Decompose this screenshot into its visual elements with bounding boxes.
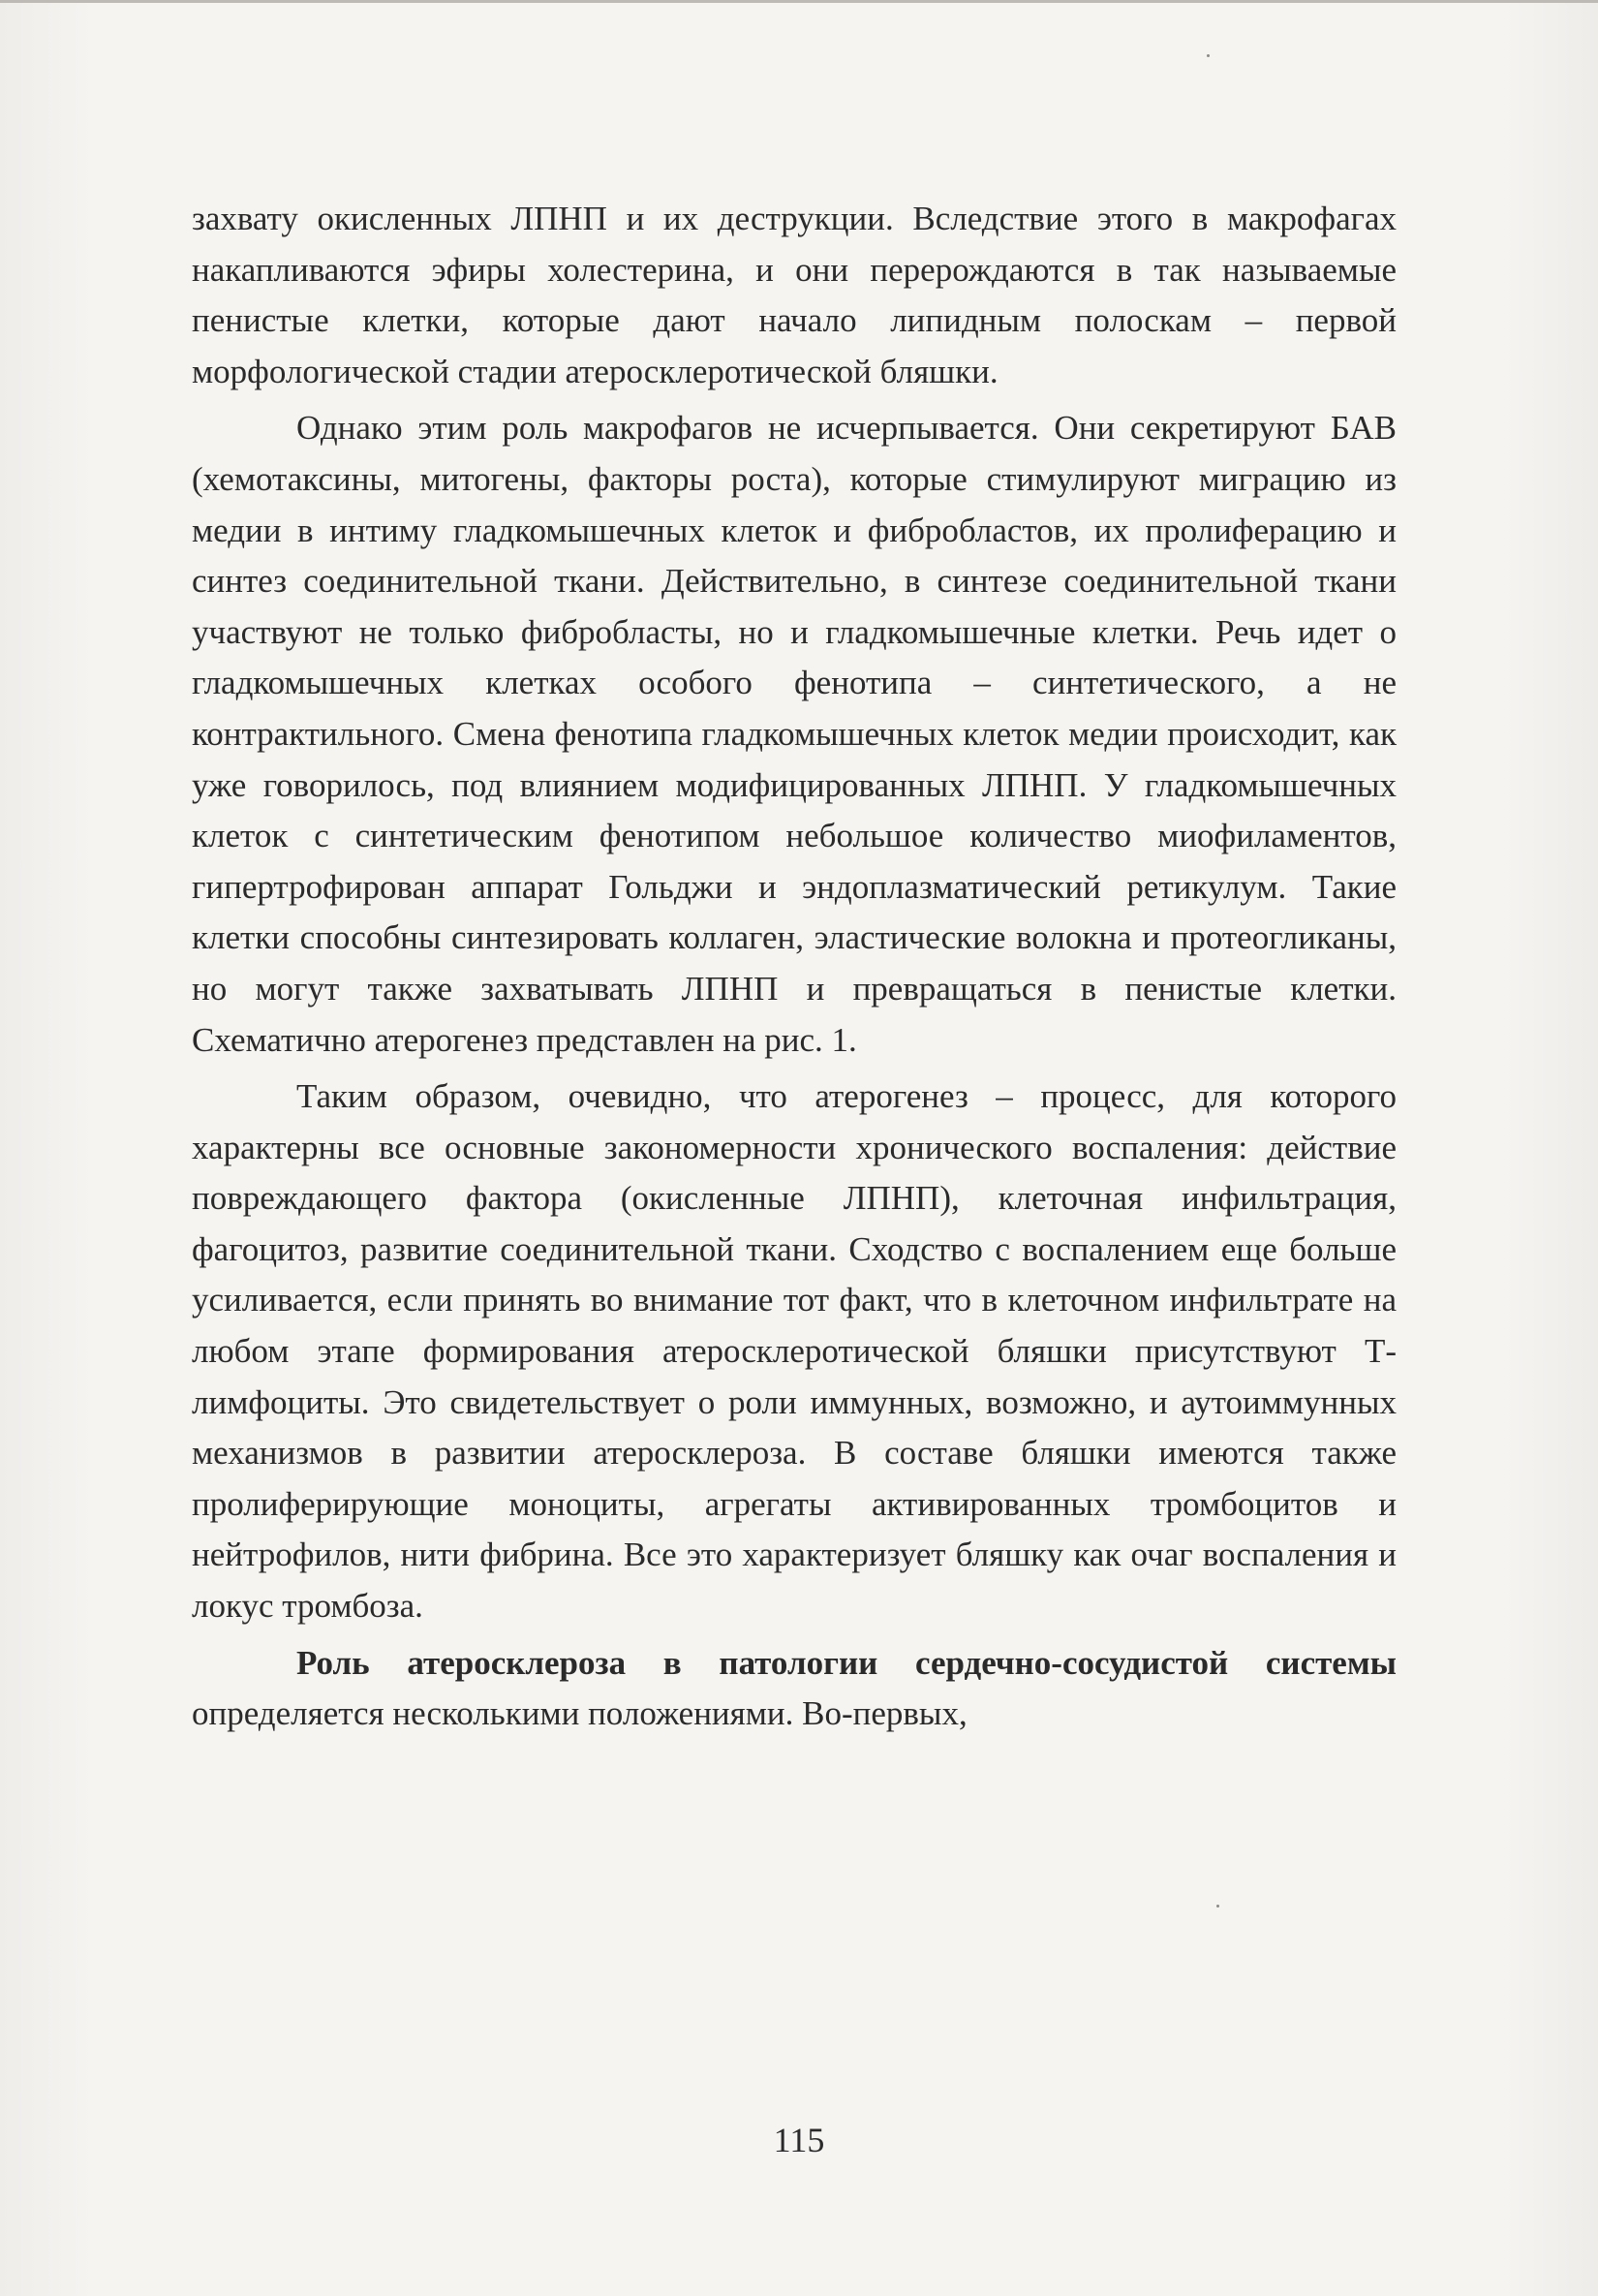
body-text [192,194,1397,1746]
paragraph-1: захвату окисленных ЛПНП и их деструкции. Вследствие этого в макрофагах накапливаются эфиры холестерина, и они перерождаются в так называемые пенистые клетки, которые дают начало липидным полоскам – первой морфологической стадии атеросклеротической бляшки. [192,200,1397,390]
scan-top-edge [0,0,1598,3]
section-lead-bold: Роль атеросклероза в патологии сердечно-сосудистой системы [296,1643,1397,1682]
scan-speck [1216,1905,1219,1908]
scan-speck [1207,54,1210,57]
paragraph-4-text: определяется несколькими положениями. Во-первых, [192,1694,968,1733]
paragraph-4 [192,1638,1397,1740]
page-number: 115 [773,2121,825,2159]
paragraph-3: Таким образом, очевидно, что атерогенез – процесс, для которого характерны все основные закономерности хронического воспаления: действие повреждающего фактора (окисленные ЛПНП), клеточная инфильтрация, фагоцитоз, развитие соединительной ткани. Сходство с воспалением еще больше усиливается, если принять во внимание тот факт, что в клеточном инфильтрате на любом этапе формирования атеросклеротической бляшки присутствуют Т-лимфоциты. Это свидетельствует о роли иммунных, возможно, и аутоиммунных механизмов в развитии атеросклероза. В составе бляшки имеются также пролиферирующие моноциты, агрегаты активированных тромбоцитов и нейтрофилов, нити фибрина. Все это характеризует бляшку как очаг воспаления и локус тромбоза. [192,1077,1397,1626]
paragraph-2: Однако этим роль макрофагов не исчерпывается. Они секретируют БАВ (хемотаксины, митогены, факторы роста), которые стимулируют миграцию из медии в интиму гладкомышечных клеток и фибробластов, их пролиферацию и синтез соединительной ткани. Действительно, в синтезе соединительной ткани участвуют не только фибробласты, но и гладкомышечные клетки. Речь идет о гладкомышечных клетках особого фенотипа – синтетического, а не контрактильного. Смена фенотипа гладкомышечных клеток медии происходит, как уже говорилось, под влиянием модифицированных ЛПНП. У гладкомышечных клеток с синтетическим фенотипом небольшое количество миофиламентов, гипертрофирован аппарат Гольджи и эндоплазматический ретикулум. Такие клетки способны синтезировать коллаген, эластические волокна и протеогликаны, но могут также захватывать ЛПНП и превращаться в пенистые клетки. Схематично атерогенез представлен на рис. 1. [192,409,1397,1059]
